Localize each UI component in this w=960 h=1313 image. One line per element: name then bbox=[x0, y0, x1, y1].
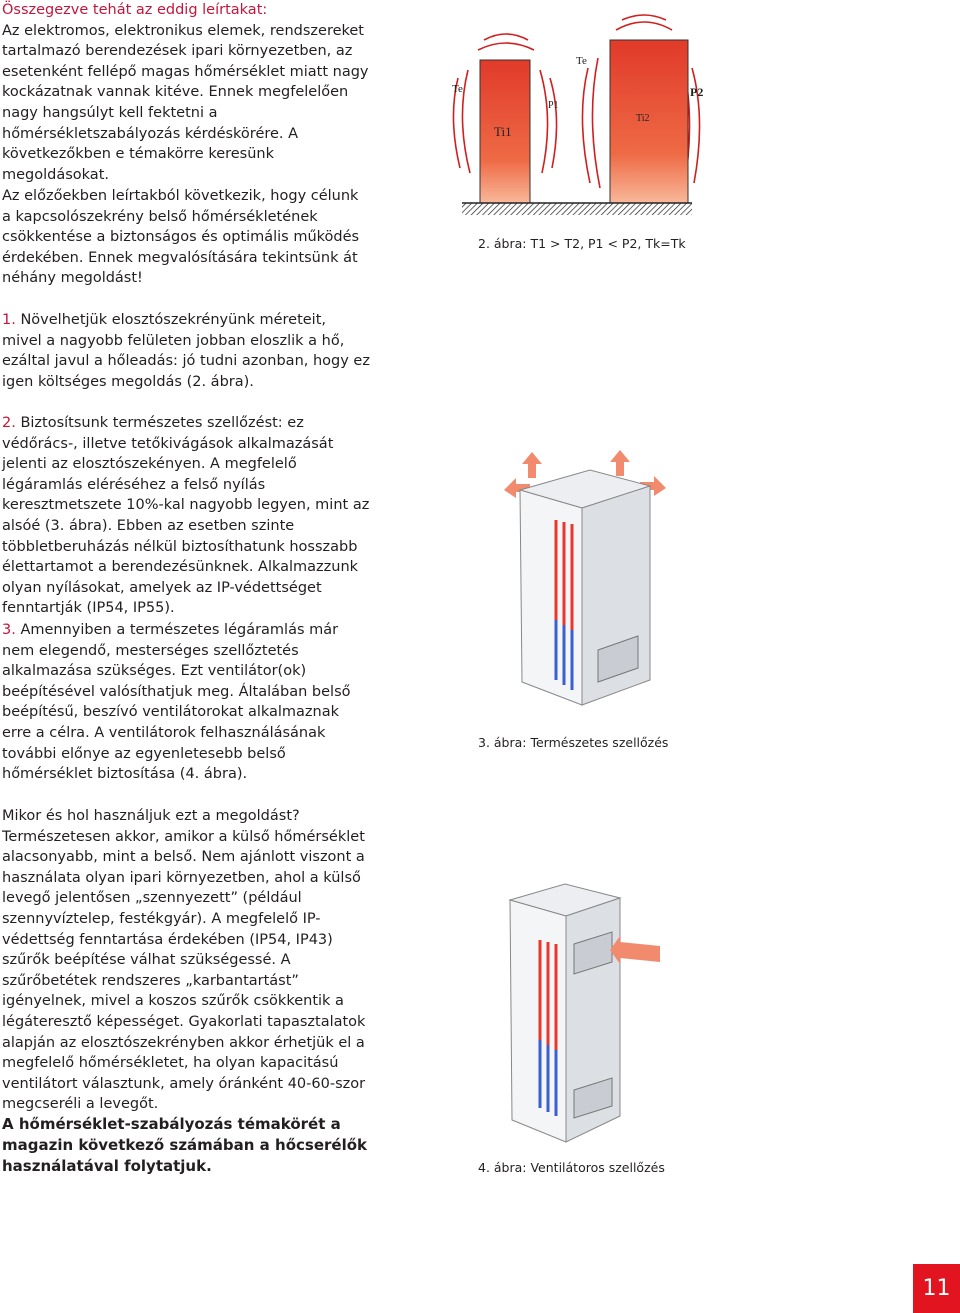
page-number-badge: 11 bbox=[913, 1264, 960, 1313]
label-p1: P1 bbox=[548, 100, 559, 111]
section-number: 3. bbox=[2, 622, 16, 638]
usage-text: Mikor és hol használjuk ezt a megoldást? Természetesen akkor, amikor a külső hőmérséklet alacsonyabb, mint a belső. Nem ajánlott viszont a használata olyan ipari környezetben, ahol a külső levegő jelentősen „szennyezett” (például szennyvíztelep, festékgyár). A megfelelő IP-védettség fenntartása érdekében (IP54, IP43) szűrők beépítése válhat szükségessé. A szűrőbetétek rendszeres „karbantartást” igényelnek, mivel a koszos szűrők csökkentik a légáteresztő képességet. Gyakorlati tapasztalatok alapján az elosztószekrényben akkor érhetjük el a megfelelő hőmérsékletet, ha olyan kapacitású ventilátort választunk, amely óránként 40-60-szor megcseréli a levegőt. bbox=[2, 808, 366, 1113]
figure-2-caption: 2. ábra: T1 > T2, P1 < P2, Tk=Tk bbox=[478, 236, 686, 251]
usage-paragraph bbox=[2, 806, 370, 1115]
label-ti1: Ti1 bbox=[494, 124, 512, 139]
summary-body: Az elektromos, elektronikus elemek, rendszereket tartalmazó berendezések ipari környezetben, az esetenként fellépő magas hőmérséklet miatt nagy kockázatnak vannak kitéve. Ennek megfelelően nagy hangsúlyt kell fektetni a hőmérsékletszabályozás kérdéskörére. A következőkben e témakörre keresünk megoldásokat. bbox=[2, 22, 369, 183]
summary-block bbox=[2, 0, 370, 185]
figure-4-diagram bbox=[470, 880, 670, 1150]
label-te-right: Te bbox=[576, 55, 587, 67]
cabinet-front bbox=[510, 900, 566, 1142]
label-te-left: Te bbox=[452, 83, 463, 95]
figure-4-caption: 4. ábra: Ventilátoros szellőzés bbox=[478, 1160, 665, 1175]
figure-2-diagram bbox=[440, 8, 710, 223]
section-number: 1. bbox=[2, 312, 16, 328]
section-1 bbox=[2, 310, 370, 392]
section-text: Amennyiben a természetes légáramlás már nem elegendő, mesterséges szellőztetés alkalmazása szükséges. Ezt ventilátor(ok) beépítésével valósíthatjuk meg. Általában belső beépítésű, beszívó ventilátorokat alkalmaznak erre a célra. A ventilátorok felhasználásának további előnye az egyenletesebb belső hőmérséklet biztosítása (4. ábra). bbox=[2, 622, 351, 783]
label-p2: P2 bbox=[690, 85, 704, 99]
label-ti2: Ti2 bbox=[636, 113, 650, 124]
section-3 bbox=[2, 620, 370, 785]
summary-heading: Összegezve tehát az eddig leírtakat: bbox=[2, 2, 268, 18]
closing-paragraph bbox=[2, 1114, 370, 1177]
intro-text: Az előzőekben leírtakból következik, hogy célunk a kapcsolószekrény belső hőmérsékletének csökkentése a biztonságos és optimális működés érdekében. Ennek megvalósítására tekintsünk át néhány megoldást! bbox=[2, 188, 360, 287]
section-number: 2. bbox=[2, 415, 16, 431]
section-2 bbox=[2, 413, 370, 619]
intro-paragraph bbox=[2, 186, 370, 289]
figure-3-diagram bbox=[490, 430, 680, 715]
section-text: Növelhetjük elosztószekrényünk méreteit, mivel a nagyobb felületen jobban eloszlik a hő, ezáltal javul a hőleadás: jó tudni azonban, hogy ez igen költséges megoldás (2. ábra). bbox=[2, 312, 370, 390]
figure-3-caption: 3. ábra: Természetes szellőzés bbox=[478, 735, 669, 750]
fan-inflow-arrow bbox=[610, 936, 660, 964]
floor-hatch bbox=[462, 203, 692, 215]
section-text: Biztosítsunk természetes szellőzést: ez védőrács-, illetve tetőkivágások alkalmazását jelenti az elosztószekényen. A megfelelő légáramlás eléréséhez a felső nyílás keresztmetszete 10%-kal nagyobb legyen, mint az alsóé (3. ábra). Ebben az esetben szinte többletberuházás nélkül biztosíthatunk hosszabb élettartamot a berendezésünknek. Alkalmazzunk olyan nyílásokat, amelyek az IP-védettséget fenntartják (IP54, IP55). bbox=[2, 415, 370, 617]
closing-text: A hőmérséklet-szabályozás témakörét a magazin következő számában a hőcserélők használatával folytatjuk. bbox=[2, 1115, 367, 1175]
